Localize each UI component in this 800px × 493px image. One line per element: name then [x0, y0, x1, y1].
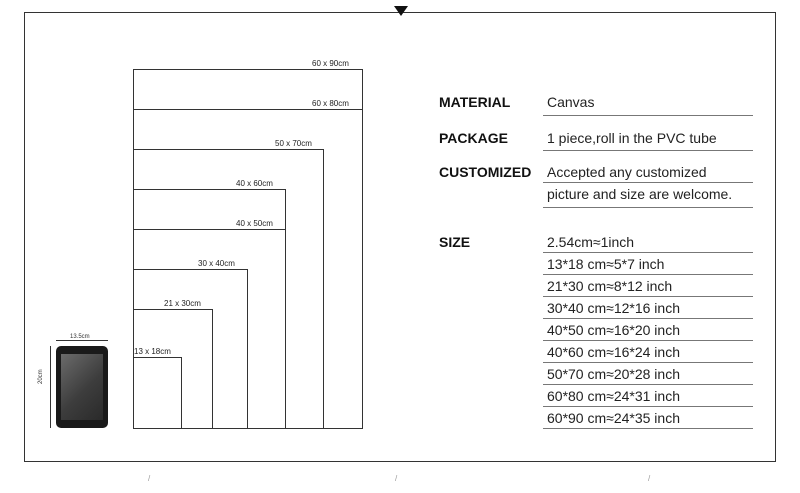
- size-label: 40 x 50cm: [236, 219, 273, 228]
- size-conversion-text: 60*80 cm≈24*31 inch: [547, 388, 680, 404]
- size-label: 13 x 18cm: [134, 347, 171, 356]
- size-conversion-text: 40*50 cm≈16*20 inch: [547, 322, 680, 338]
- size-conversion-row: [543, 386, 753, 407]
- customized-value-line2: picture and size are welcome.: [547, 186, 733, 202]
- package-key: PACKAGE: [439, 130, 508, 146]
- tablet-width-dimension: [56, 340, 108, 341]
- size-conversion-row: [543, 364, 753, 385]
- caret-down-icon: [394, 6, 408, 16]
- material-value: Canvas: [547, 94, 595, 110]
- divider: [543, 182, 753, 183]
- size-conversion-row: [543, 298, 753, 319]
- size-label: 30 x 40cm: [198, 259, 235, 268]
- package-value: 1 piece,roll in the PVC tube: [547, 130, 717, 146]
- tick-mark: /: [148, 474, 151, 483]
- tablet-screen: [61, 354, 103, 420]
- size-label: 21 x 30cm: [164, 299, 201, 308]
- size-conversion-row: [543, 276, 753, 297]
- tablet-width-label: 13.5cm: [70, 334, 90, 340]
- size-conversion-text: 13*18 cm≈5*7 inch: [547, 256, 665, 272]
- size-rect-13x18: [133, 357, 182, 429]
- material-key: MATERIAL: [439, 94, 511, 110]
- tick-mark: /: [648, 474, 651, 483]
- tablet-height-dimension: [50, 346, 51, 428]
- size-conversion-text: 2.54cm≈1inch: [547, 234, 635, 250]
- size-conversion-row: [543, 254, 753, 275]
- size-label: 40 x 60cm: [236, 179, 273, 188]
- customized-key: CUSTOMIZED: [439, 164, 532, 180]
- size-conversion-text: 60*90 cm≈24*35 inch: [547, 410, 680, 426]
- size-conversion-text: 40*60 cm≈16*24 inch: [547, 344, 680, 360]
- size-conversion-row: [543, 320, 753, 341]
- customized-value-line1: Accepted any customized: [547, 164, 707, 180]
- size-conversion-row: [543, 342, 753, 363]
- size-label: 60 x 90cm: [312, 59, 349, 68]
- size-conversion-text: 21*30 cm≈8*12 inch: [547, 278, 673, 294]
- divider: [543, 207, 753, 208]
- size-conversion-row: [543, 408, 753, 429]
- tablet-height-label: 20cm: [38, 369, 44, 384]
- tablet-icon: [56, 346, 108, 428]
- size-conversion-text: 30*40 cm≈12*16 inch: [547, 300, 680, 316]
- size-conversion-row: [543, 232, 753, 253]
- divider: [543, 150, 753, 151]
- tick-mark: /: [395, 474, 398, 483]
- size-label: 50 x 70cm: [275, 139, 312, 148]
- size-label: 60 x 80cm: [312, 99, 349, 108]
- size-key: SIZE: [439, 234, 471, 250]
- divider: [543, 115, 753, 116]
- size-conversion-text: 50*70 cm≈20*28 inch: [547, 366, 680, 382]
